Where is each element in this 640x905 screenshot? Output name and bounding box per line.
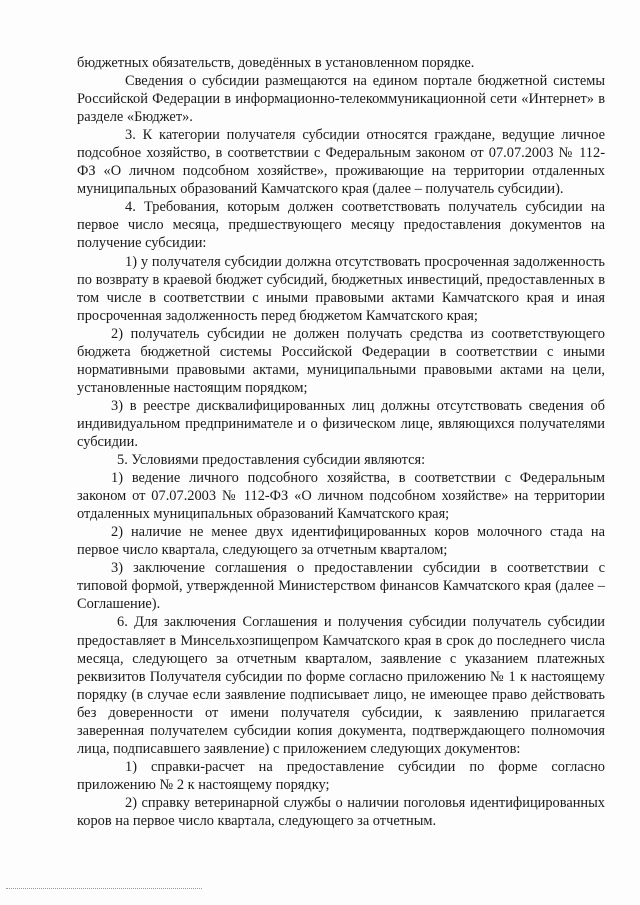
paragraph-item-3: 3. К категории получателя субсидии относятся граждане, ведущие личное подсобное хозяйство, в соответствии с Федеральным законом от 07.07.2003 № 112-ФЗ «О личном подсобном хозяйстве», проживающие на территории отдаленных муниципальных образований Камчатского края (далее – получатель субсидии). xyxy=(77,127,605,198)
paragraph-document-2: 2) справку ветеринарной службы о наличии поголовья идентифицированных коров на первое число квартала, следующего за отчетным. xyxy=(77,794,605,829)
paragraph-continuation: бюджетных обязательств, доведённых в установленном порядке. xyxy=(77,55,475,71)
document-body xyxy=(77,54,605,830)
paragraph-item-4: 4. Требования, которым должен соответствовать получатель субсидии на первое число месяца, предшествующего месяцу предоставления документов на получение субсидии: xyxy=(77,199,605,252)
paragraph-subsidy-info: Сведения о субсидии размещаются на едином портале бюджетной системы Российской Федерации в информационно-телекоммуникационной сети «Интернет» в разделе «Бюджет». xyxy=(77,73,605,126)
paragraph-requirement-2: 2) получатель субсидии не должен получать средства из соответствующего бюджета бюджетной системы Российской Федерации в соответствии с иными нормативными правовыми актами, муниципальными правовыми актами на цели, установленные настоящим порядком; xyxy=(77,325,605,396)
paragraph-condition-2: 2) наличие не менее двух идентифицированных коров молочного стада на первое число квартала, следующего за отчетным кварталом; xyxy=(77,524,605,559)
paragraph-condition-1: 1) ведение личного подсобного хозяйства, в соответствии с Федеральным законом от 07.07.2003 № 112-ФЗ «О личном подсобном хозяйстве» на территории отдаленных муниципальных образований Камчатского края; xyxy=(77,470,605,523)
paragraph-requirement-3: 3) в реестре дисквалифицированных лиц должны отсутствовать сведения об индивидуальном предпринимателе и о физическом лице, являющихся получателями субсидии. xyxy=(77,397,605,450)
paragraph-document-1: 1) справки-расчет на предоставление субсидии по форме согласно приложению № 2 к настоящему порядку; xyxy=(77,758,605,793)
paragraph-item-5: 5. Условиями предоставления субсидии являются: xyxy=(117,452,426,469)
paragraph-item-6: 6. Для заключения Соглашения и получения субсидии получатель субсидии предоставляет в Минсельхозпищепром Камчатского края в срок до последнего числа месяца, следующего за отчетным кварталом, заявление с указанием платежных реквизитов Получателя субсидии по форме согласно приложению № 1 к настоящему порядку (в случае если заявление подписывает лицо, не имеющее право действовать без доверенности от имени получателя субсидии, к заявлению прилагается заверенная получателем субсидии копия документа, подтверждающего полномочия лица, подписавшего заявление) с приложением следующих документов: xyxy=(77,614,605,757)
footer-dotted-rule xyxy=(6,888,202,889)
paragraph-condition-3: 3) заключение соглашения о предоставлении субсидии в соответствии с типовой формой, утвержденной Министерством финансов Камчатского края (далее – Соглашение). xyxy=(77,560,605,613)
paragraph-requirement-1: 1) у получателя субсидии должна отсутствовать просроченная задолженность по возврату в краевой бюджет субсидий, бюджетных инвестиций, предоставленных в том числе в соответствии с иными правовыми актами Камчатского края и иная просроченная задолженность перед бюджетом Камчатского края; xyxy=(77,253,605,324)
